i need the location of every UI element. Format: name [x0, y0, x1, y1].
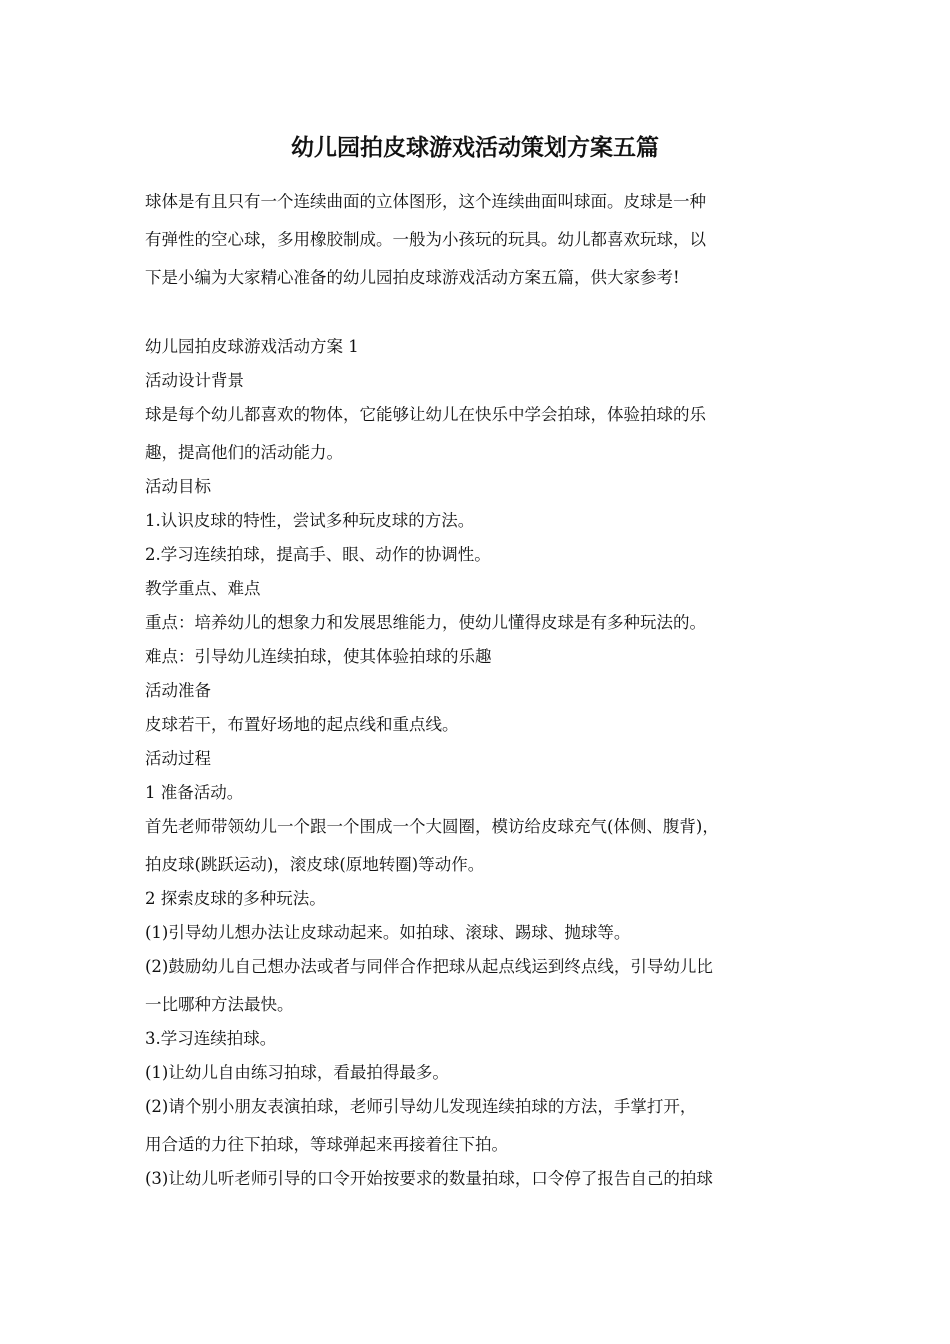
subheading: 教学重点、难点 [145, 579, 261, 598]
text-line: (3)让幼儿听老师引导的口令开始按要求的数量拍球，口令停了报告自己的拍球 [145, 1169, 713, 1188]
text-line: 趣，提高他们的活动能力。 [145, 443, 343, 462]
text-line: 首先老师带领幼儿一个跟一个围成一个大圆圈，模访给皮球充气(体侧、腹背)， [145, 817, 719, 836]
text-line: 一比哪种方法最快。 [145, 995, 294, 1014]
document-title: 幼儿园拍皮球游戏活动策划方案五篇 [291, 134, 659, 161]
text-line: 重点：培养幼儿的想象力和发展思维能力，使幼儿懂得皮球是有多种玩法的。 [145, 613, 706, 632]
intro-line: 球体是有且只有一个连续曲面的立体图形，这个连续曲面叫球面。皮球是一种 [145, 192, 706, 211]
document-body [145, 330, 835, 1196]
text-line: 2 探索皮球的多种玩法。 [145, 889, 326, 908]
intro-line: 下是小编为大家精心准备的幼儿园拍皮球游戏活动方案五篇，供大家参考! [145, 268, 680, 287]
intro-paragraph [145, 183, 825, 297]
text-line: (1)引导幼儿想办法让皮球动起来。如拍球、滚球、踢球、抛球等。 [145, 923, 631, 942]
text-line: 难点：引导幼儿连续拍球，使其体验拍球的乐趣 [145, 647, 492, 666]
section-heading: 幼儿园拍皮球游戏活动方案 1 [145, 337, 359, 356]
text-line: 3.学习连续拍球。 [145, 1029, 277, 1048]
text-line: 球是每个幼儿都喜欢的物体，它能够让幼儿在快乐中学会拍球，体验拍球的乐 [145, 405, 706, 424]
text-line: 2.学习连续拍球，提高手、眼、动作的协调性。 [145, 545, 491, 564]
subheading: 活动目标 [145, 477, 211, 496]
text-line: (1)让幼儿自由练习拍球，看最拍得最多。 [145, 1063, 449, 1082]
text-line: 1.认识皮球的特性，尝试多种玩皮球的方法。 [145, 511, 475, 530]
text-line: 1 准备活动。 [145, 783, 244, 802]
subheading: 活动过程 [145, 749, 211, 768]
text-line: (2)鼓励幼儿自己想办法或者与同伴合作把球从起点线运到终点线，引导幼儿比 [145, 957, 713, 976]
text-line: 用合适的力往下拍球，等球弹起来再接着往下拍。 [145, 1135, 508, 1154]
subheading: 活动准备 [145, 681, 211, 700]
subheading: 活动设计背景 [145, 371, 244, 390]
text-line: 皮球若干，布置好场地的起点线和重点线。 [145, 715, 459, 734]
text-line: (2)请个别小朋友表演拍球，老师引导幼儿发现连续拍球的方法，手掌打开， [145, 1097, 697, 1116]
intro-line: 有弹性的空心球，多用橡胶制成。一般为小孩玩的玩具。幼儿都喜欢玩球，以 [145, 230, 706, 249]
text-line: 拍皮球(跳跃运动)，滚皮球(原地转圈)等动作。 [145, 855, 485, 874]
